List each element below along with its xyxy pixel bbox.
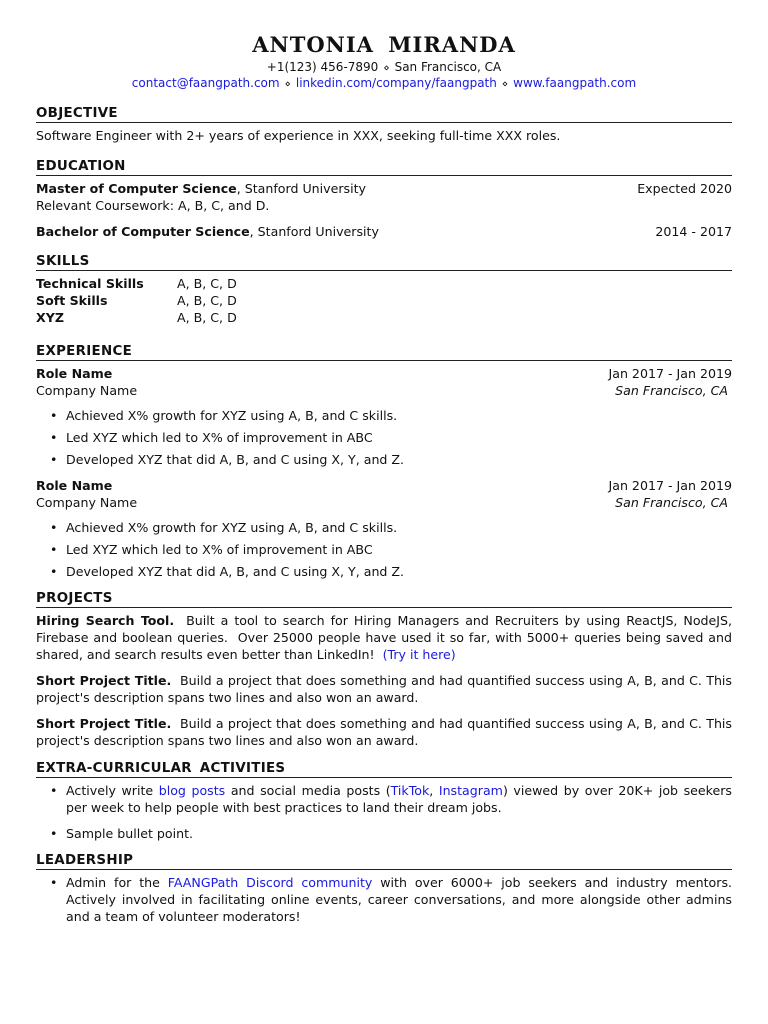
education-entry <box>36 223 732 240</box>
skill-value: A, B, C, D <box>177 293 237 308</box>
list-item: • Led XYZ which led to X% of improvement in ABC <box>50 427 732 449</box>
job-entry <box>36 365 732 471</box>
extracurricular-list <box>36 782 732 842</box>
list-item <box>50 874 732 925</box>
project-entry <box>36 612 737 663</box>
project-description: Build a project that does something and had quantified success using A, B, and C. This project's description spans two lines and also won an award. <box>36 673 737 705</box>
section-title-projects: PROJECTS <box>36 591 732 608</box>
leadership-text: with over 6000+ job seekers and industry mentors. Actively involved in facilitating online events, career conversations, and more alongside other admins and a team of volunteer moderators! <box>66 875 733 924</box>
job-bullets <box>36 405 732 471</box>
skill-value: A, B, C, D <box>177 276 237 291</box>
job-subheader <box>36 494 732 511</box>
linkedin-link[interactable]: linkedin.com/company/faangpath <box>295 76 497 90</box>
list-item: • Led XYZ which led to X% of improvement in ABC <box>50 539 732 561</box>
job-location: San Francisco, CA <box>615 383 728 398</box>
list-item: • Achieved X% growth for XYZ using A, B, and C skills. <box>50 405 732 427</box>
section-title-extracurricular: EXTRA-CURRICULAR ACTIVITIES <box>36 761 732 778</box>
tiktok-link[interactable]: TikTok <box>390 783 430 798</box>
project-description: Built a tool to search for Hiring Managers and Recruiters by using ReactJS, NodeJS, Firebase and boolean queries. Over 25000 people have used it so far, with 5000+ queries being saved and shared, and search results even better than LinkedIn! <box>36 613 737 662</box>
list-item: • Developed XYZ that did A, B, and C using X, Y, and Z. <box>50 449 732 471</box>
project-name: Short Project Title. <box>36 673 172 688</box>
blog-posts-link[interactable]: blog posts <box>158 783 226 798</box>
contact-line-1 <box>36 60 732 76</box>
school: , Stanford University <box>249 224 379 239</box>
separator-icon: ⋄ <box>383 63 390 74</box>
job-entry <box>36 477 732 583</box>
job-company: Company Name <box>36 383 138 398</box>
job-header <box>36 365 732 382</box>
section-title-education: EDUCATION <box>36 159 732 176</box>
job-role: Role Name <box>36 366 113 381</box>
school: , Stanford University <box>236 181 366 196</box>
instagram-link[interactable]: Instagram <box>438 783 503 798</box>
project-description: Build a project that does something and had quantified success using A, B, and C. This project's description spans two lines and also won an award. <box>36 716 737 748</box>
list-item: • Achieved X% growth for XYZ using A, B, and C skills. <box>50 517 732 539</box>
degree: Master of Computer Science <box>36 181 237 196</box>
contact-line-2 <box>36 76 732 92</box>
education-degree-line <box>36 180 366 197</box>
list-item: • Developed XYZ that did A, B, and C using X, Y, and Z. <box>50 561 732 583</box>
phone: +1(123) 456-7890 <box>266 60 379 74</box>
ec-text: , <box>429 783 439 798</box>
project-name: Short Project Title. <box>36 716 172 731</box>
job-role: Role Name <box>36 478 113 493</box>
candidate-name: ANTONIA MIRANDA <box>252 32 516 57</box>
project-entry <box>36 672 737 706</box>
objective-text: Software Engineer with 2+ years of experience in XXX, seeking full-time XXX roles. <box>36 128 561 143</box>
list-item <box>50 782 732 816</box>
ec-text: Actively write <box>66 783 159 798</box>
job-dates: Jan 2017 - Jan 2019 <box>608 366 732 381</box>
job-company: Company Name <box>36 495 138 510</box>
leadership-text: Admin for the <box>66 875 168 890</box>
separator-icon: ⋄ <box>501 79 509 90</box>
job-bullets <box>36 517 732 583</box>
ec-text: ) viewed by over 20K+ job seekers per week to help people with best practices to land their dream jobs. <box>66 783 732 815</box>
education-entry <box>36 180 732 197</box>
skill-row <box>36 275 732 292</box>
degree: Bachelor of Computer Science <box>36 224 250 239</box>
section-title-skills: SKILLS <box>36 254 732 271</box>
job-header <box>36 477 732 494</box>
leadership-list <box>36 874 732 925</box>
job-subheader <box>36 382 732 399</box>
separator-icon: ⋄ <box>284 79 291 90</box>
project-entry <box>36 715 737 749</box>
location: San Francisco, CA <box>394 60 502 74</box>
education-date: Expected 2020 <box>637 181 732 196</box>
skill-name: Soft Skills <box>36 293 108 308</box>
skill-name: XYZ <box>36 310 64 325</box>
project-link[interactable]: (Try it here) <box>382 647 456 662</box>
website-link[interactable]: www.faangpath.com <box>513 76 637 90</box>
skill-value: A, B, C, D <box>177 310 237 325</box>
section-title-experience: EXPERIENCE <box>36 344 732 361</box>
resume-page <box>36 30 737 934</box>
skill-row <box>36 309 732 326</box>
skill-name: Technical Skills <box>36 276 144 291</box>
project-name: Hiring Search Tool. <box>36 613 175 628</box>
section-title-leadership: LEADERSHIP <box>36 853 732 870</box>
ec-text: and social media posts ( <box>225 783 391 798</box>
skills-table <box>36 275 732 326</box>
discord-community-link[interactable]: FAANGPath Discord community <box>167 875 373 890</box>
education-date: 2014 - 2017 <box>655 224 732 239</box>
education-degree-line <box>36 223 379 240</box>
skill-row <box>36 292 732 309</box>
coursework: Relevant Coursework: A, B, C, and D. <box>36 198 270 213</box>
section-title-objective: OBJECTIVE <box>36 106 732 123</box>
email-link[interactable]: contact@faangpath.com <box>131 76 280 90</box>
job-location: San Francisco, CA <box>615 495 728 510</box>
list-item: • Sample bullet point. <box>50 825 732 842</box>
job-dates: Jan 2017 - Jan 2019 <box>608 478 732 493</box>
